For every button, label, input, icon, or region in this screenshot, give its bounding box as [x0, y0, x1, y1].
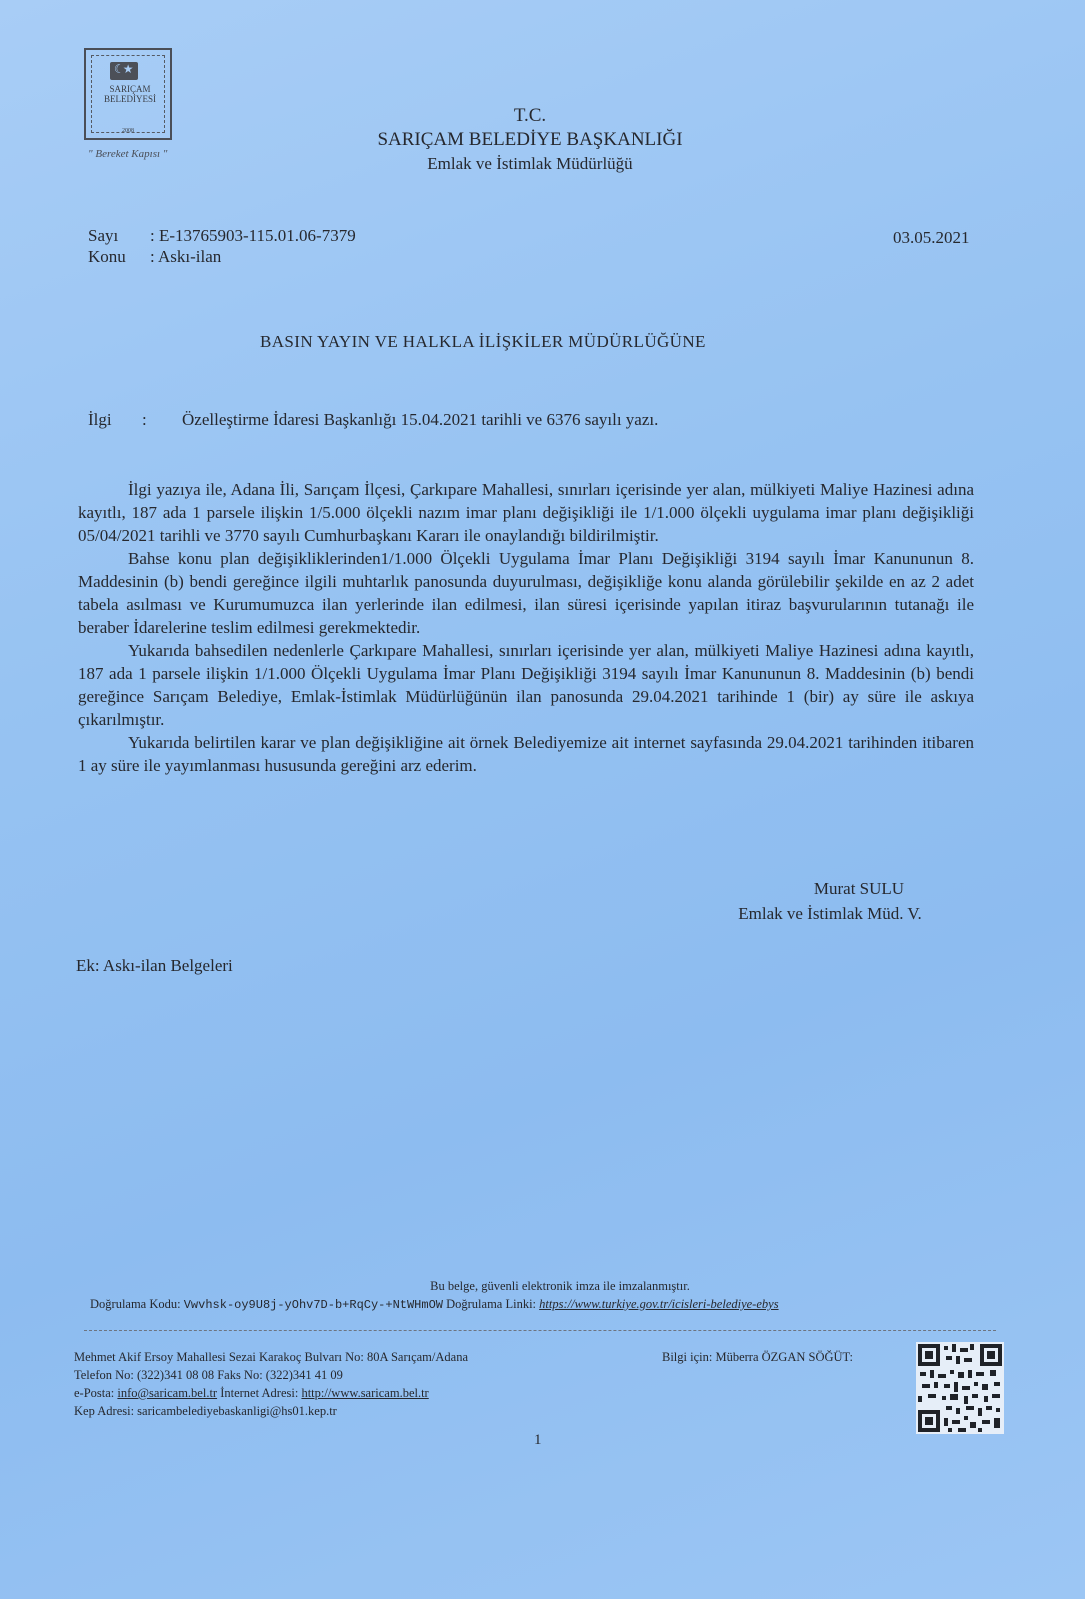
municipality-logo — [84, 48, 172, 140]
sayi-value: : E-13765903-115.01.06-7379 — [150, 226, 356, 245]
body-paragraph-1: İlgi yazıya ile, Adana İli, Sarıçam İlçesi, Çarkıpare Mahallesi, sınırları içerisinde yer alan, mülkiyeti Maliye Hazinesi adına kayıtlı, 187 ada 1 parsele ilişkin 1/5.000 ölçekli nazım imar planı değişikliği ile 1/1.000 ölçekli uygulama imar planı değişikliği 05/04/2021 tarihli ve 3770 sayılı Cumhurbaşkanı Kararı ile onaylandığı bildirilmiştir. — [78, 480, 974, 545]
konu-row — [88, 247, 221, 267]
body-paragraph-4: Yukarıda belirtilen karar ve plan değişikliğine ait örnek Belediyemize ait internet sayfasında 29.04.2021 tarihinden itibaren 1 ay süre ile yayımlanması hususunda gereğini arz ederim. — [78, 733, 974, 775]
logo-name-line2: BELEDİYESİ — [104, 94, 156, 104]
logo-year: 2008 — [122, 128, 134, 134]
header-title: SARIÇAM BELEDİYE BAŞKANLIĞI — [377, 129, 683, 150]
recipient: BASIN YAYIN VE HALKLA İLİŞKİLER MÜDÜRLÜĞÜNE — [260, 332, 706, 351]
email-label: e-Posta: — [74, 1386, 115, 1400]
signature-block — [700, 876, 960, 926]
web-link[interactable]: http://www.saricam.bel.tr — [301, 1386, 429, 1400]
footer-address: Mehmet Akif Ersoy Mahallesi Sezai Karakoç Bulvarı No: 80A Sarıçam/Adana — [74, 1350, 468, 1364]
ilgi-sep: : — [142, 410, 147, 429]
ilgi-label: İlgi — [88, 410, 112, 429]
sayi-row — [88, 226, 356, 246]
konu-value: : Askı-ilan — [150, 247, 222, 266]
verify-link-label: Doğrulama Linki: — [446, 1297, 537, 1311]
signatory-name: Murat SULU — [813, 879, 905, 898]
verify-code: Vwvhsk-oy9U8j-yOhv7D-b+RqCy-+NtWHmOW — [183, 1298, 443, 1312]
signatory-title: Emlak ve İstimlak Müd. V. — [738, 904, 922, 923]
page-number: 1 — [534, 1432, 542, 1448]
letterhead — [300, 104, 760, 176]
verify-link[interactable]: https://www.turkiye.gov.tr/icisleri-belediye-ebys — [539, 1297, 779, 1311]
esign-verify-row — [90, 1295, 990, 1314]
ilgi-text: Özelleştirme İdaresi Başkanlığı 15.04.2021 tarihli ve 6376 sayılı yazı. — [182, 410, 659, 429]
footer-divider — [84, 1330, 996, 1331]
footer-kep: Kep Adresi: saricambelediyebaskanligi@hs01.kep.tr — [74, 1404, 337, 1418]
logo-motto: " Bereket Kapısı " — [88, 148, 168, 160]
email-link[interactable]: info@saricam.bel.tr — [117, 1386, 218, 1400]
footer-contact — [74, 1348, 468, 1420]
esign-block — [90, 1277, 990, 1314]
esign-notice: Bu belge, güvenli elektronik imza ile imzalanmıştır. — [430, 1279, 690, 1293]
sayi-label: Sayı — [88, 226, 119, 245]
footer-phone: Telefon No: (322)341 08 08 Faks No: (322)341 41 09 — [74, 1368, 343, 1382]
flag-icon — [110, 62, 138, 80]
logo-name — [94, 84, 166, 104]
header-dept: Emlak ve İstimlak Müdürlüğü — [427, 154, 633, 173]
attachments: Ek: Askı-ilan Belgeleri — [76, 956, 233, 975]
document-date: 03.05.2021 — [893, 228, 970, 247]
logo-name-line1: SARIÇAM — [109, 84, 151, 94]
body-paragraph-3: Yukarıda bahsedilen nedenlerle Çarkıpare Mahallesi, sınırları içerisinde yer alan, mülkiyeti Maliye Hazinesi adına kayıtlı, 187 ada 1 parsele ilişkin 1/1.000 Ölçekli Uygulama İmar Planı Değişikliği 3194 sayılı İmar Kanununun 8. Maddesinin (b) bendi gereğince Sarıçam Belediye, Emlak-İstimlak Müdürlüğünün ilan panosunda 29.04.2021 tarihinde 1 (bir) ay süre ile askıya çıkarılmıştır. — [78, 641, 974, 729]
header-tc: T.C. — [513, 105, 547, 126]
footer-email-web — [74, 1384, 468, 1402]
verify-code-label: Doğrulama Kodu: — [90, 1297, 181, 1311]
qr-code-icon — [916, 1342, 1004, 1434]
konu-label: Konu — [88, 247, 126, 266]
ilgi-row — [88, 410, 658, 430]
info-contact: Bilgi için: Müberra ÖZGAN SÖĞÜT: — [662, 1350, 854, 1364]
letter-body — [78, 478, 974, 777]
body-paragraph-2: Bahse konu plan değişikliklerinden1/1.000 Ölçekli Uygulama İmar Planı Değişikliği 3194 sayılı İmar Kanununun 8. Maddesinin (b) bendi gereğince ilgili muhtarlık panosunda duyurulması, değişikliğe konu alanda görülebilir şekilde en az 2 adet tabela asılması ve Kurumumuzca ilan yerlerinde ilan edilmesi, ilan süresi içerisinde yapılan itiraz başvurularının tutanağı ile beraber İdarelerine teslim edilmesi gerekmektedir. — [78, 549, 974, 637]
web-label: İnternet Adresi: — [220, 1386, 299, 1400]
